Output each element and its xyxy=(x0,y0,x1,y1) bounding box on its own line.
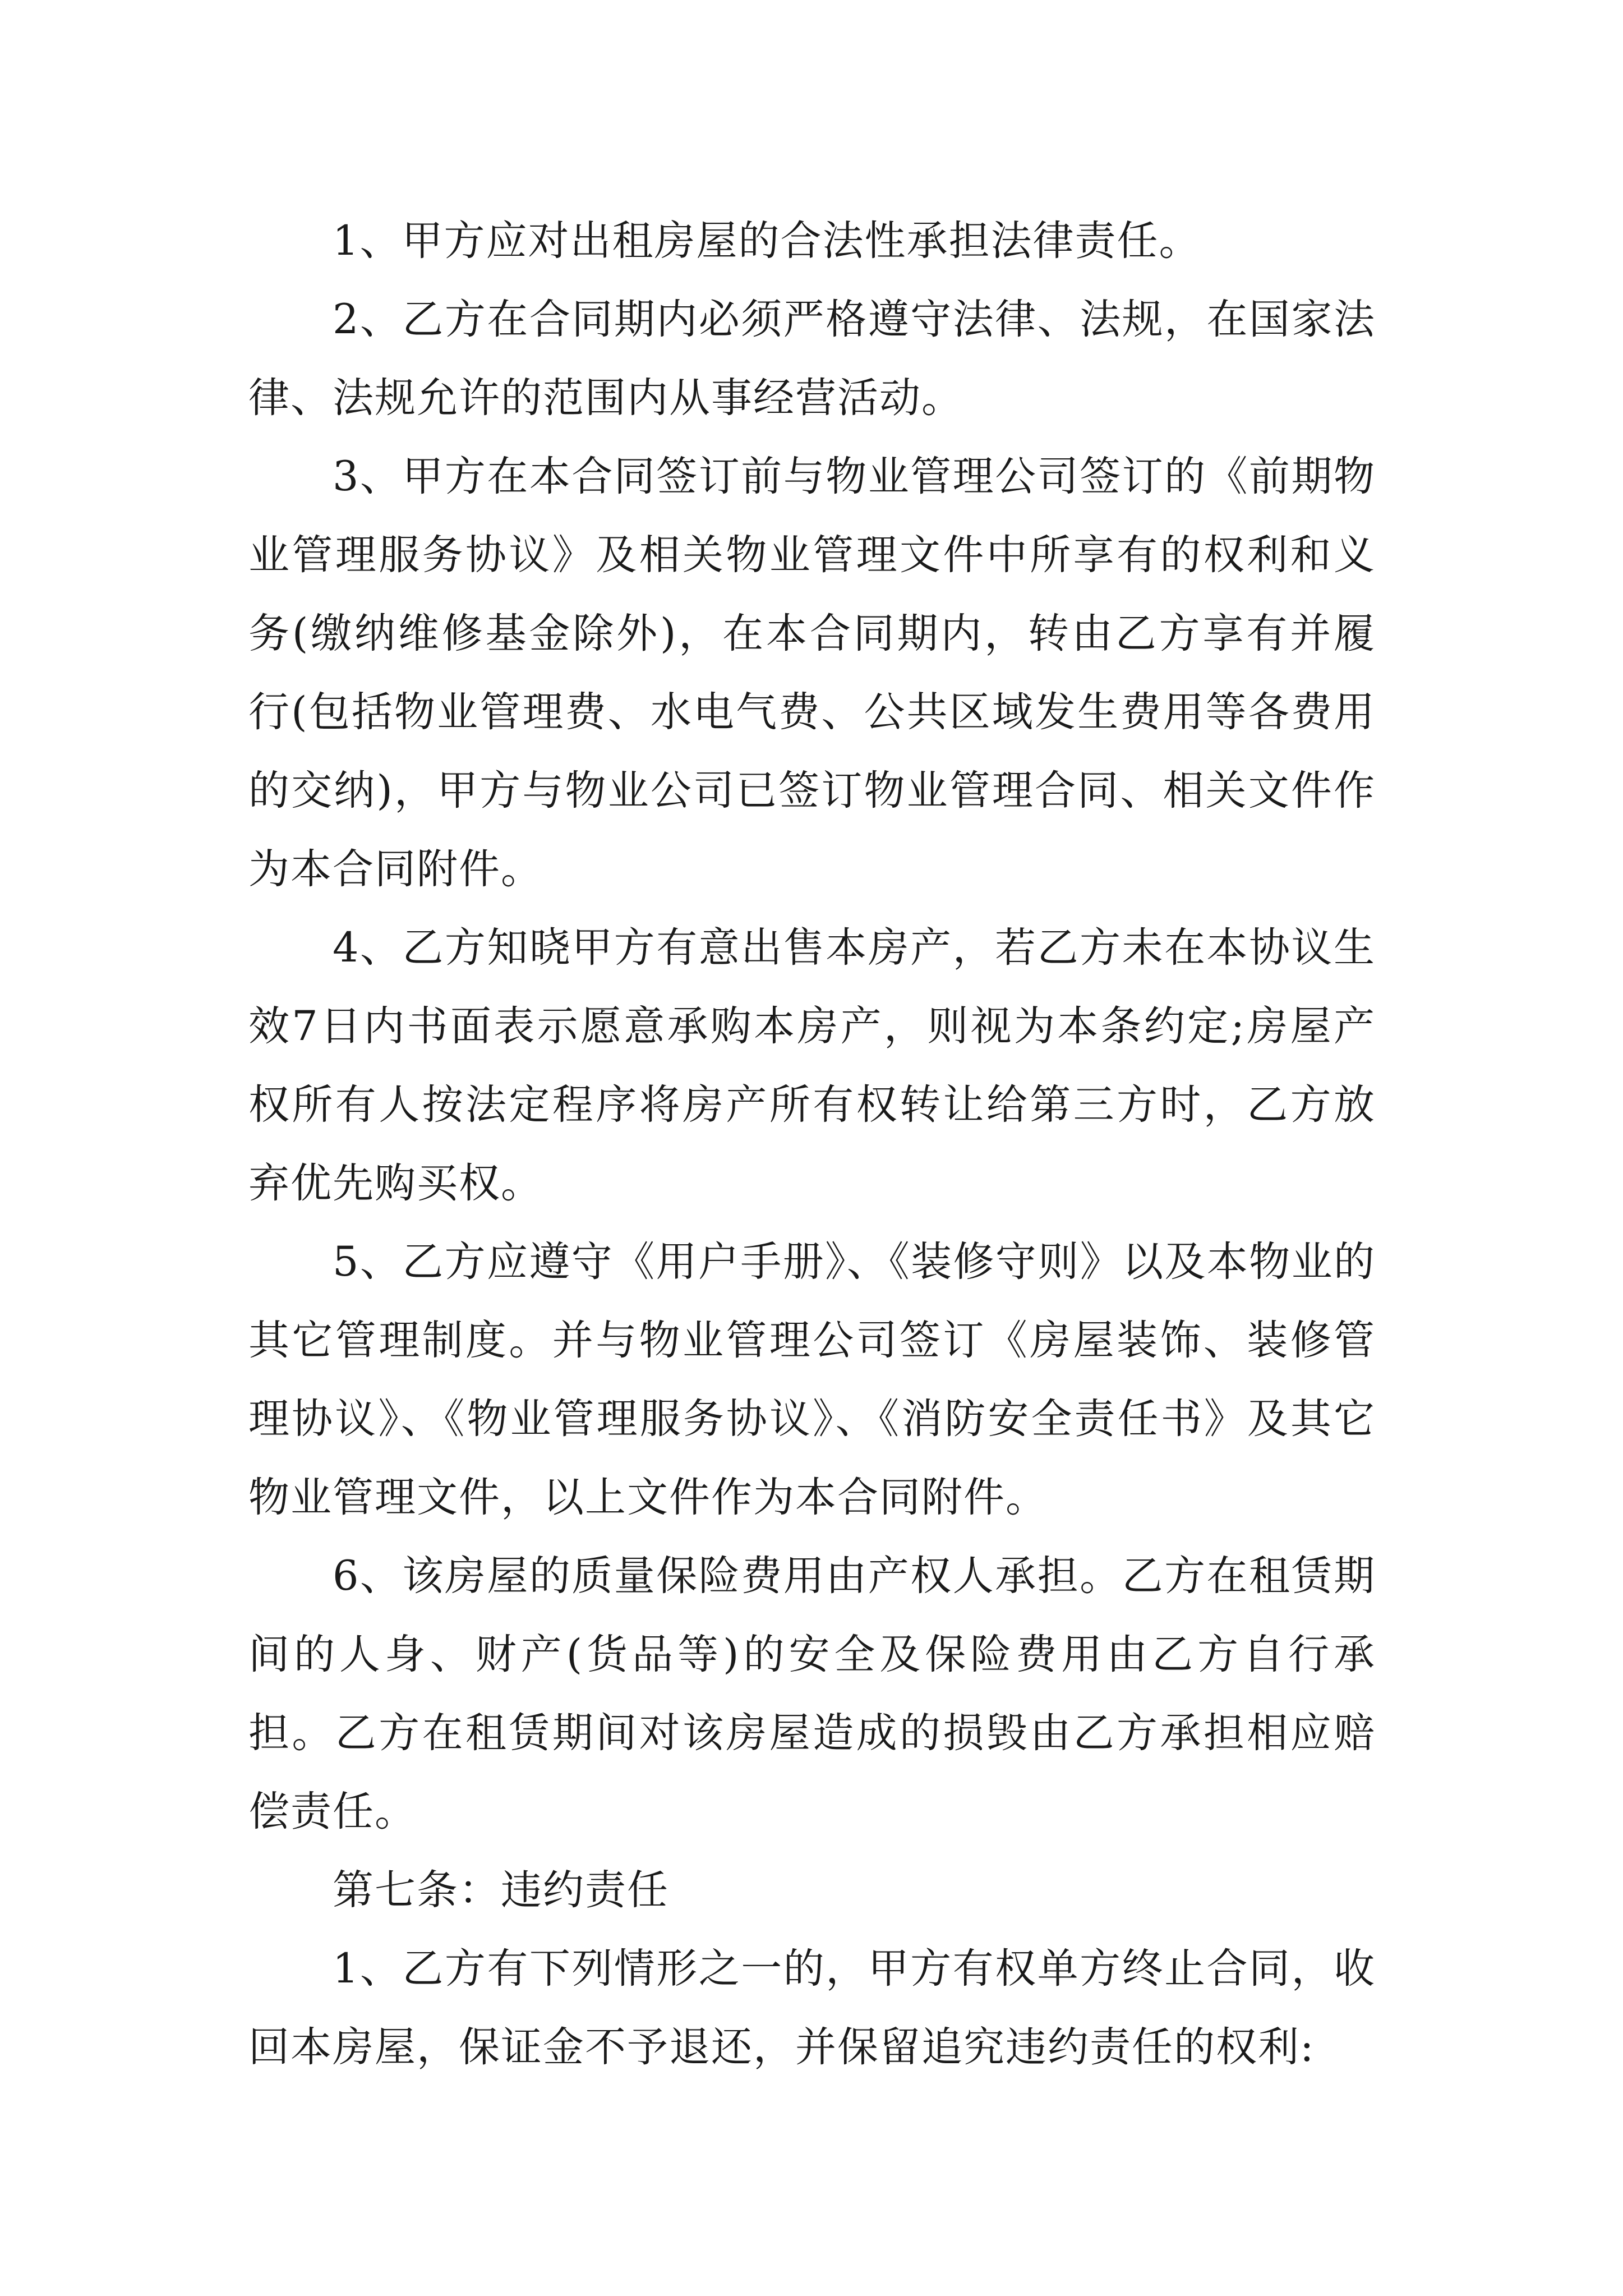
clause-paragraph-2: 2、乙方在合同期内必须严格遵守法律、法规，在国家法律、法规允许的范围内从事经营活动。 xyxy=(248,296,1376,422)
article-heading: 第七条：违约责任 xyxy=(333,1866,669,1914)
clause-paragraph-1: 1、甲方应对出租房屋的合法性承担法律责任。 xyxy=(333,217,1201,265)
clause-paragraph-4: 4、乙方知晓甲方有意出售本房产，若乙方未在本协议生效7日内书面表示愿意承购本房产，则视为本条约定;房屋产权所有人按法定程序将房产所有权转让给第三方时，乙方放弃优先购买权。 xyxy=(248,924,1376,1207)
clause-paragraph-5: 5、乙方应遵守《用户手册》、《装修守则》以及本物业的其它管理制度。并与物业管理公司签订《房屋装饰、装修管理协议》、《物业管理服务协议》、《消防安全责任书》及其它物业管理文件，以上文件作为本合同附件。 xyxy=(248,1238,1376,1521)
clause-paragraph-6: 6、该房屋的质量保险费用由产权人承担。乙方在租赁期间的人身、财产(货品等)的安全及保险费用由乙方自行承担。乙方在租赁期间对该房屋造成的损毁由乙方承担相应赔偿责任。 xyxy=(248,1552,1376,1835)
document-body xyxy=(248,202,1376,2087)
breach-paragraph-1: 1、乙方有下列情形之一的，甲方有权单方终止合同，收回本房屋，保证金不予退还，并保留追究违约责任的权利: xyxy=(248,1945,1376,2071)
clause-paragraph-3: 3、甲方在本合同签订前与物业管理公司签订的《前期物业管理服务协议》及相关物业管理文件中所享有的权利和义务(缴纳维修基金除外)，在本合同期内，转由乙方享有并履行(包括物业管理费、水电气费、公共区域发生费用等各费用的交纳)，甲方与物业公司已签订物业管理合同、相关文件作为本合同附件。 xyxy=(248,453,1376,893)
